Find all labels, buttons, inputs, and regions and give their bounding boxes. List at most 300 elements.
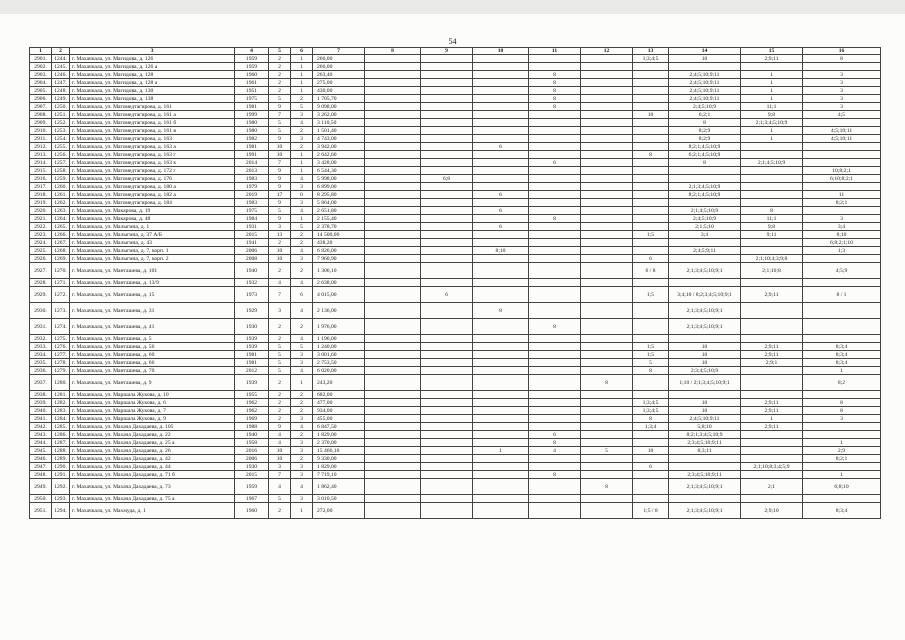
- cell-address: г. Махачкала, ул. Магомедтагирова, д. 163: [70, 135, 235, 143]
- cell-address: г. Махачкала, ул. Макарова, д. 19: [70, 207, 235, 215]
- cell-record-id: 1289.: [52, 455, 70, 463]
- cell-row-number: 2935.: [30, 359, 52, 367]
- cell-col-10: [473, 87, 529, 95]
- cell-col-16: 8;3;4: [803, 343, 881, 351]
- column-header-12: 12: [581, 48, 633, 55]
- column-header-9: 9: [421, 48, 473, 55]
- cell-floors: 2: [269, 87, 291, 95]
- cell-col-8: [365, 375, 421, 391]
- cell-year-built: 1962: [235, 407, 269, 415]
- cell-col-14: 2;3;4;5;10;9;11: [669, 439, 741, 447]
- cell-floors: 4: [269, 439, 291, 447]
- cell-col-12: [581, 199, 633, 207]
- cell-total-area: 934,00: [313, 407, 365, 415]
- cell-col-10: 8;10: [473, 247, 529, 255]
- cell-col-10: [473, 367, 529, 375]
- cell-row-number: 2915.: [30, 167, 52, 175]
- cell-col-15: 2;9;11: [741, 351, 803, 359]
- cell-col-14: 8;2;9: [669, 127, 741, 135]
- cell-col-16: [803, 335, 881, 343]
- cell-record-id: 1268.: [52, 247, 70, 255]
- cell-total-area: 6 020,00: [313, 367, 365, 375]
- cell-year-built: 1980: [235, 119, 269, 127]
- cell-address: г. Махачкала, ул. Магидова, д. 128 а: [70, 79, 235, 87]
- cell-total-area: 4 743,00: [313, 135, 365, 143]
- cell-row-number: 2906.: [30, 95, 52, 103]
- column-header-6: 6: [291, 48, 313, 55]
- cell-entrances: 3: [291, 351, 313, 359]
- cell-col-8: [365, 119, 421, 127]
- cell-row-number: 2931.: [30, 319, 52, 335]
- cell-col-12: [581, 127, 633, 135]
- cell-record-id: 1287.: [52, 439, 70, 447]
- cell-total-area: 2 642,60: [313, 151, 365, 159]
- table-row: [30, 375, 881, 391]
- cell-col-12: [581, 63, 633, 71]
- cell-year-built: 1984: [235, 215, 269, 223]
- table-row: [30, 151, 881, 159]
- cell-col-8: [365, 87, 421, 95]
- cell-col-11: [529, 199, 581, 207]
- cell-col-10: [473, 359, 529, 367]
- cell-col-14: 6;2;1: [669, 111, 741, 119]
- cell-record-id: 1278.: [52, 359, 70, 367]
- cell-col-13: [633, 335, 669, 343]
- cell-col-9: [421, 439, 473, 447]
- cell-col-12: [581, 103, 633, 111]
- cell-entrances: 4: [291, 479, 313, 495]
- cell-col-15: 1: [741, 127, 803, 135]
- cell-floors: 17: [269, 191, 291, 199]
- cell-col-14: [669, 239, 741, 247]
- cell-address: г. Махачкала, ул. Магидова, д. 128: [70, 71, 235, 79]
- cell-year-built: 1960: [235, 71, 269, 79]
- cell-col-16: 8;2: [803, 375, 881, 391]
- cell-row-number: 2923.: [30, 231, 52, 239]
- cell-entrances: 2: [291, 95, 313, 103]
- cell-col-10: [473, 215, 529, 223]
- cell-col-8: [365, 71, 421, 79]
- cell-col-12: [581, 359, 633, 367]
- cell-entrances: 2: [291, 455, 313, 463]
- cell-col-13: [633, 199, 669, 207]
- cell-entrances: 2: [291, 231, 313, 239]
- cell-col-12: [581, 159, 633, 167]
- cell-col-8: [365, 135, 421, 143]
- cell-total-area: 1 705,70: [313, 95, 365, 103]
- cell-address: г. Махачкала, ул. Магидова, д. 126: [70, 55, 235, 63]
- cell-record-id: 1248.: [52, 87, 70, 95]
- cell-record-id: 1252.: [52, 119, 70, 127]
- cell-col-8: [365, 359, 421, 367]
- cell-col-14: [669, 495, 741, 503]
- cell-col-14: [669, 199, 741, 207]
- cell-col-15: [741, 279, 803, 287]
- cell-col-10: [473, 455, 529, 463]
- cell-floors: 4: [269, 279, 291, 287]
- cell-col-9: [421, 95, 473, 103]
- cell-col-16: 3: [803, 103, 881, 111]
- cell-col-11: [529, 479, 581, 495]
- cell-col-15: 2;1;10;8;3;4;5;9: [741, 463, 803, 471]
- cell-col-8: [365, 127, 421, 135]
- cell-col-12: [581, 135, 633, 143]
- cell-total-area: 455,00: [313, 415, 365, 423]
- cell-col-12: [581, 183, 633, 191]
- table-row: [30, 191, 881, 199]
- cell-entrances: 2: [291, 407, 313, 415]
- cell-col-15: 1: [741, 95, 803, 103]
- cell-address: г. Махачкала, ул. Махмуда, д. 1: [70, 503, 235, 519]
- cell-col-15: 9;8: [741, 111, 803, 119]
- cell-year-built: 2012: [235, 367, 269, 375]
- cell-entrances: 2: [291, 319, 313, 335]
- cell-col-16: [803, 391, 881, 399]
- cell-floors: 7: [269, 159, 291, 167]
- cell-col-8: [365, 343, 421, 351]
- cell-col-16: 1;3: [803, 247, 881, 255]
- cell-col-16: [803, 183, 881, 191]
- cell-total-area: 682,00: [313, 391, 365, 399]
- cell-row-number: 2948.: [30, 471, 52, 479]
- cell-entrances: 1: [291, 63, 313, 71]
- cell-col-8: [365, 215, 421, 223]
- cell-floors: 2: [269, 399, 291, 407]
- cell-col-10: [473, 407, 529, 415]
- cell-year-built: 1961: [235, 79, 269, 87]
- cell-record-id: 1284.: [52, 415, 70, 423]
- cell-floors: 7: [269, 111, 291, 119]
- cell-entrances: 3: [291, 255, 313, 263]
- cell-col-9: [421, 391, 473, 399]
- cell-col-10: [473, 55, 529, 63]
- cell-record-id: 1294.: [52, 503, 70, 519]
- cell-entrances: 2: [291, 143, 313, 151]
- cell-record-id: 1279.: [52, 367, 70, 375]
- cell-col-11: 8: [529, 95, 581, 103]
- cell-col-14: 1;10 / 2;1;3;4;5;10;9;1: [669, 375, 741, 391]
- table-row: [30, 183, 881, 191]
- cell-col-12: [581, 71, 633, 79]
- column-header-16: 16: [803, 48, 881, 55]
- cell-entrances: 3: [291, 495, 313, 503]
- cell-col-16: 8;2;1: [803, 455, 881, 463]
- cell-year-built: 1969: [235, 415, 269, 423]
- cell-total-area: 1 829,00: [313, 431, 365, 439]
- cell-record-id: 1251.: [52, 111, 70, 119]
- table-row: [30, 303, 881, 319]
- cell-total-area: 430,00: [313, 87, 365, 95]
- cell-floors: 7: [269, 471, 291, 479]
- cell-row-number: 2946.: [30, 455, 52, 463]
- cell-floors: 5: [269, 495, 291, 503]
- cell-col-10: 6: [473, 191, 529, 199]
- cell-col-8: [365, 151, 421, 159]
- cell-col-9: [421, 423, 473, 431]
- cell-col-9: [421, 135, 473, 143]
- cell-address: г. Махачкала, ул. Магомедтагирова, д. 176: [70, 175, 235, 183]
- cell-col-15: [741, 471, 803, 479]
- cell-col-14: 8: [669, 119, 741, 127]
- cell-col-8: [365, 335, 421, 343]
- cell-entrances: 5: [291, 223, 313, 231]
- cell-col-14: 10: [669, 343, 741, 351]
- cell-col-16: 6;8;10: [803, 479, 881, 495]
- cell-col-8: [365, 495, 421, 503]
- cell-record-id: 1265.: [52, 223, 70, 231]
- cell-col-11: [529, 375, 581, 391]
- cell-col-13: [633, 119, 669, 127]
- cell-col-13: [633, 223, 669, 231]
- cell-col-15: [741, 431, 803, 439]
- cell-col-13: 8: [633, 415, 669, 423]
- cell-address: г. Махачкала, ул. Манташева, д. 9: [70, 375, 235, 391]
- cell-col-8: [365, 463, 421, 471]
- cell-col-14: [669, 463, 741, 471]
- cell-col-16: 11: [803, 191, 881, 199]
- cell-col-12: [581, 207, 633, 215]
- cell-col-8: [365, 279, 421, 287]
- cell-col-10: 1: [473, 447, 529, 455]
- table-row: [30, 399, 881, 407]
- cell-floors: 2: [269, 407, 291, 415]
- table-row: [30, 287, 881, 303]
- cell-col-8: [365, 447, 421, 455]
- cell-total-area: 263,40: [313, 71, 365, 79]
- cell-col-10: [473, 175, 529, 183]
- cell-col-11: [529, 279, 581, 287]
- cell-col-15: [741, 151, 803, 159]
- cell-col-12: [581, 303, 633, 319]
- cell-col-10: [473, 119, 529, 127]
- cell-col-14: 3;4;10 / 8;2;3;4;5;10;9;1: [669, 287, 741, 303]
- cell-row-number: 2917.: [30, 183, 52, 191]
- cell-col-13: [633, 375, 669, 391]
- cell-address: г. Махачкала, ул. Магомедтагирова, д. 163 к: [70, 159, 235, 167]
- cell-col-13: [633, 479, 669, 495]
- cell-col-16: 8;10: [803, 231, 881, 239]
- cell-entrances: 2: [291, 399, 313, 407]
- cell-address: г. Махачкала, ул. Манташева, д. 13/9: [70, 279, 235, 287]
- cell-col-11: 8: [529, 215, 581, 223]
- cell-col-16: [803, 319, 881, 335]
- cell-record-id: 1290.: [52, 463, 70, 471]
- cell-address: г. Махачкала, ул. Малыгина, д. 7, корп. 2: [70, 255, 235, 263]
- cell-year-built: 1951: [235, 87, 269, 95]
- cell-col-9: [421, 71, 473, 79]
- cell-col-12: [581, 343, 633, 351]
- cell-col-14: 8;2;1;4;5;10;9: [669, 191, 741, 199]
- cell-col-8: [365, 111, 421, 119]
- cell-year-built: 1930: [235, 463, 269, 471]
- cell-floors: 2: [269, 375, 291, 391]
- cell-col-10: 6: [473, 143, 529, 151]
- cell-col-15: [741, 63, 803, 71]
- cell-col-12: 8: [581, 375, 633, 391]
- cell-col-14: [669, 63, 741, 71]
- cell-year-built: 2015: [235, 231, 269, 239]
- cell-col-8: [365, 191, 421, 199]
- cell-address: г. Махачкала, ул. Магомедтагирова, д. 161: [70, 103, 235, 111]
- cell-col-8: [365, 391, 421, 399]
- cell-entrances: 3: [291, 111, 313, 119]
- cell-col-13: 5: [633, 359, 669, 367]
- cell-total-area: 3 010,50: [313, 495, 365, 503]
- cell-floors: 2: [269, 415, 291, 423]
- cell-col-13: 10: [633, 447, 669, 455]
- cell-col-16: 3;4: [803, 223, 881, 231]
- cell-col-9: [421, 447, 473, 455]
- cell-year-built: 1981: [235, 103, 269, 111]
- cell-col-8: [365, 431, 421, 439]
- cell-col-13: [633, 303, 669, 319]
- cell-entrances: 6: [291, 287, 313, 303]
- table-row: [30, 135, 881, 143]
- table-row: [30, 255, 881, 263]
- table-row: [30, 479, 881, 495]
- cell-entrances: 5: [291, 103, 313, 111]
- table-row: [30, 103, 881, 111]
- cell-col-11: [529, 495, 581, 503]
- cell-row-number: 2947.: [30, 463, 52, 471]
- cell-col-16: 4;5;10;11: [803, 127, 881, 135]
- cell-total-area: 2 155,40: [313, 215, 365, 223]
- table-row: [30, 159, 881, 167]
- cell-year-built: 1932: [235, 279, 269, 287]
- cell-address: г. Махачкала, ул. Макарова, д. 48: [70, 215, 235, 223]
- cell-total-area: 5 864,00: [313, 199, 365, 207]
- cell-col-11: [529, 463, 581, 471]
- column-header-15: 15: [741, 48, 803, 55]
- cell-col-13: 6: [633, 463, 669, 471]
- column-header-11: 11: [529, 48, 581, 55]
- table-row: [30, 503, 881, 519]
- cell-col-16: 4;5: [803, 111, 881, 119]
- cell-col-10: [473, 431, 529, 439]
- cell-total-area: 2 378,70: [313, 223, 365, 231]
- cell-col-10: [473, 167, 529, 175]
- cell-col-14: [669, 167, 741, 175]
- cell-col-13: [633, 455, 669, 463]
- cell-address: г. Махачкала, ул. Манташева, д. 15: [70, 287, 235, 303]
- cell-floors: 2: [269, 263, 291, 279]
- cell-col-11: [529, 343, 581, 351]
- cell-year-built: 1980: [235, 127, 269, 135]
- cell-year-built: 1929: [235, 303, 269, 319]
- table-row: [30, 415, 881, 423]
- cell-row-number: 2940.: [30, 407, 52, 415]
- cell-row-number: 2913.: [30, 151, 52, 159]
- cell-total-area: 1 306,10: [313, 263, 365, 279]
- cell-entrances: 3: [291, 199, 313, 207]
- cell-col-9: [421, 431, 473, 439]
- cell-col-9: [421, 303, 473, 319]
- cell-col-12: [581, 167, 633, 175]
- cell-col-14: 8;3;11: [669, 447, 741, 455]
- cell-floors: 10: [269, 255, 291, 263]
- cell-col-10: [473, 351, 529, 359]
- cell-col-9: [421, 151, 473, 159]
- cell-col-10: [473, 471, 529, 479]
- cell-address: г. Махачкала, ул. Махача Дахадаева, д. 105: [70, 423, 235, 431]
- cell-col-14: 2;4;5;10;9;11: [669, 87, 741, 95]
- cell-total-area: 3 262,00: [313, 111, 365, 119]
- cell-row-number: 2919.: [30, 199, 52, 207]
- table-row: [30, 439, 881, 447]
- cell-floors: 3: [269, 223, 291, 231]
- cell-record-id: 1253.: [52, 127, 70, 135]
- table-row: [30, 63, 881, 71]
- cell-total-area: 1 240,00: [313, 343, 365, 351]
- cell-col-10: [473, 199, 529, 207]
- cell-col-8: [365, 423, 421, 431]
- cell-col-12: [581, 367, 633, 375]
- cell-floors: 9: [269, 167, 291, 175]
- cell-col-14: 10: [669, 55, 741, 63]
- cell-col-13: [633, 247, 669, 255]
- cell-record-id: 1256.: [52, 151, 70, 159]
- cell-total-area: 7 960,90: [313, 255, 365, 263]
- cell-col-13: 1;3;4;5: [633, 399, 669, 407]
- cell-address: г. Махачкала, ул. Манташева, д. 41: [70, 319, 235, 335]
- cell-year-built: 1962: [235, 399, 269, 407]
- cell-entrances: 1: [291, 375, 313, 391]
- cell-col-15: 1: [741, 135, 803, 143]
- cell-col-9: [421, 359, 473, 367]
- cell-col-8: [365, 159, 421, 167]
- cell-col-8: [365, 199, 421, 207]
- table-row: [30, 447, 881, 455]
- cell-address: г. Махачкала, ул. Малыгина, д. 43: [70, 239, 235, 247]
- cell-floors: 5: [269, 343, 291, 351]
- cell-col-15: [741, 367, 803, 375]
- cell-col-10: [473, 135, 529, 143]
- cell-col-8: [365, 439, 421, 447]
- cell-record-id: 1257.: [52, 159, 70, 167]
- cell-record-id: 1291.: [52, 471, 70, 479]
- cell-address: г. Махачкала, ул. Маршала Жукова, д. 7: [70, 407, 235, 415]
- cell-year-built: 1999: [235, 111, 269, 119]
- cell-col-10: [473, 263, 529, 279]
- cell-col-10: [473, 463, 529, 471]
- cell-col-14: 2;4;5;10;9;11: [669, 71, 741, 79]
- cell-total-area: 9 098,00: [313, 103, 365, 111]
- cell-floors: 5: [269, 95, 291, 103]
- cell-col-9: [421, 479, 473, 495]
- cell-record-id: 1249.: [52, 95, 70, 103]
- cell-floors: 9: [269, 183, 291, 191]
- table-row: [30, 343, 881, 351]
- cell-total-area: 9 330,00: [313, 455, 365, 463]
- cell-col-15: [741, 375, 803, 391]
- cell-address: г. Махачкала, ул. Махача Дахадаева, д. 25 а: [70, 439, 235, 447]
- cell-col-13: [633, 143, 669, 151]
- cell-col-16: 6;8;2;1;10: [803, 239, 881, 247]
- cell-row-number: 2922.: [30, 223, 52, 231]
- cell-col-12: [581, 471, 633, 479]
- cell-col-16: 3: [803, 79, 881, 87]
- cell-total-area: 266,00: [313, 55, 365, 63]
- cell-col-13: 1;5: [633, 231, 669, 239]
- cell-col-14: 2;4;5;10;9: [669, 103, 741, 111]
- cell-col-15: [741, 439, 803, 447]
- cell-col-13: [633, 495, 669, 503]
- table-row: [30, 463, 881, 471]
- cell-col-15: 1: [741, 415, 803, 423]
- cell-record-id: 1286.: [52, 431, 70, 439]
- cell-row-number: 2904.: [30, 79, 52, 87]
- cell-col-10: 8: [473, 303, 529, 319]
